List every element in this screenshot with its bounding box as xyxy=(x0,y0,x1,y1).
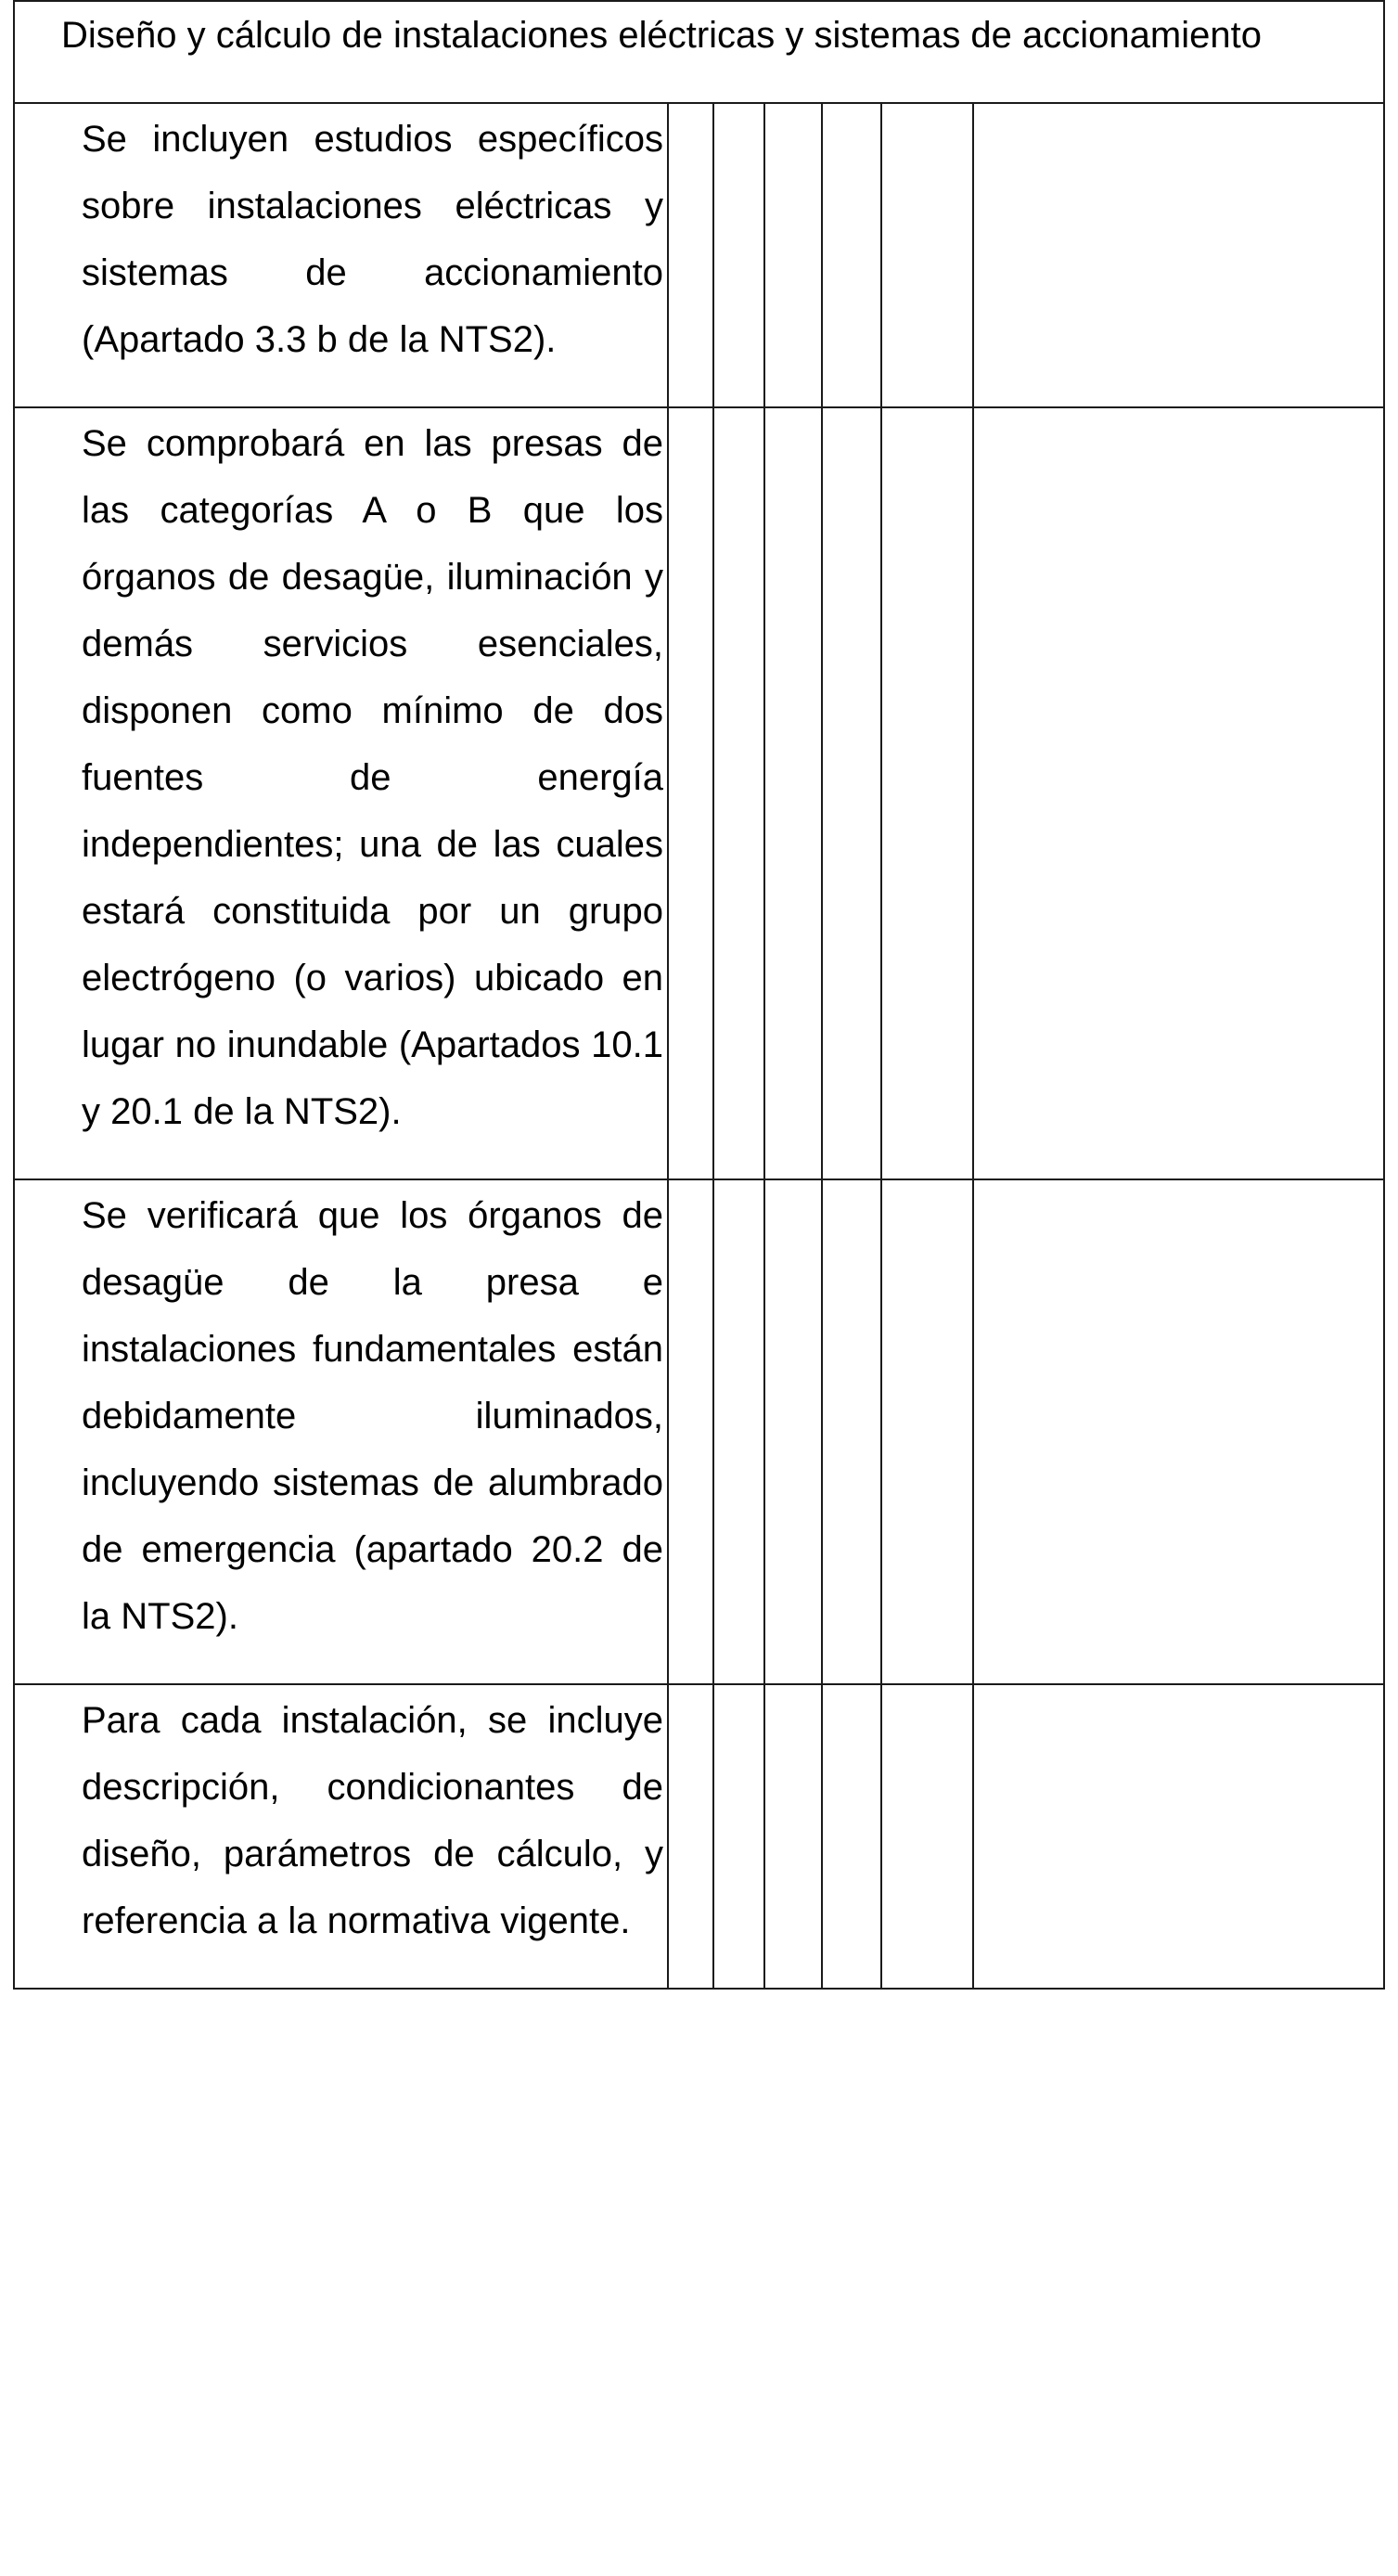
requirement-cell xyxy=(14,1179,668,1684)
check-cell[interactable] xyxy=(713,1179,764,1684)
check-cell[interactable] xyxy=(822,1179,881,1684)
check-cell[interactable] xyxy=(764,103,822,407)
check-cell[interactable] xyxy=(668,407,713,1179)
requirement-text: Se incluyen estudios específicos sobre instalaciones eléctricas y sistemas de accionamiento (Apartado 3.3 b de la NTS2). xyxy=(82,119,663,360)
check-cell[interactable] xyxy=(822,1684,881,1989)
table-row xyxy=(14,1179,1384,1684)
check-cell[interactable] xyxy=(668,103,713,407)
requirement-cell xyxy=(14,407,668,1179)
check-cell[interactable] xyxy=(822,407,881,1179)
check-cell[interactable] xyxy=(881,1684,973,1989)
check-cell[interactable] xyxy=(764,1179,822,1684)
check-cell[interactable] xyxy=(881,1179,973,1684)
check-cell[interactable] xyxy=(668,1684,713,1989)
requirement-cell xyxy=(14,103,668,407)
check-cell[interactable] xyxy=(822,103,881,407)
table-row xyxy=(14,1684,1384,1989)
section-title: Diseño y cálculo de instalaciones eléctricas y sistemas de accionamiento xyxy=(14,1,1384,103)
observations-cell[interactable] xyxy=(973,407,1384,1179)
table-row xyxy=(14,103,1384,407)
check-cell[interactable] xyxy=(713,407,764,1179)
check-cell[interactable] xyxy=(713,1684,764,1989)
check-cell[interactable] xyxy=(713,103,764,407)
section-header-row xyxy=(14,1,1384,103)
requirement-text: Para cada instalación, se incluye descripción, condicionantes de diseño, parámetros de cálculo, y referencia a la normativa vigente. xyxy=(82,1700,663,1941)
check-cell[interactable] xyxy=(764,407,822,1179)
table-row xyxy=(14,407,1384,1179)
check-cell[interactable] xyxy=(881,407,973,1179)
observations-cell[interactable] xyxy=(973,1684,1384,1989)
check-cell[interactable] xyxy=(881,103,973,407)
check-cell[interactable] xyxy=(764,1684,822,1989)
requirement-cell xyxy=(14,1684,668,1989)
requirement-text: Se comprobará en las presas de las categorías A o B que los órganos de desagüe, iluminación y demás servicios esenciales, disponen como mínimo de dos fuentes de energía independientes; una de las cuales estará constituida por un grupo electrógeno (o varios) ubicado en lugar no inundable (Apartados 10.1 y 20.1 de la NTS2). xyxy=(82,423,663,1132)
checklist-table xyxy=(13,0,1385,1990)
requirement-text: Se verificará que los órganos de desagüe de la presa e instalaciones fundamentales están debidamente iluminados, incluyendo sistemas de alumbrado de emergencia (apartado 20.2 de la NTS2). xyxy=(82,1195,663,1637)
observations-cell[interactable] xyxy=(973,103,1384,407)
observations-cell[interactable] xyxy=(973,1179,1384,1684)
check-cell[interactable] xyxy=(668,1179,713,1684)
